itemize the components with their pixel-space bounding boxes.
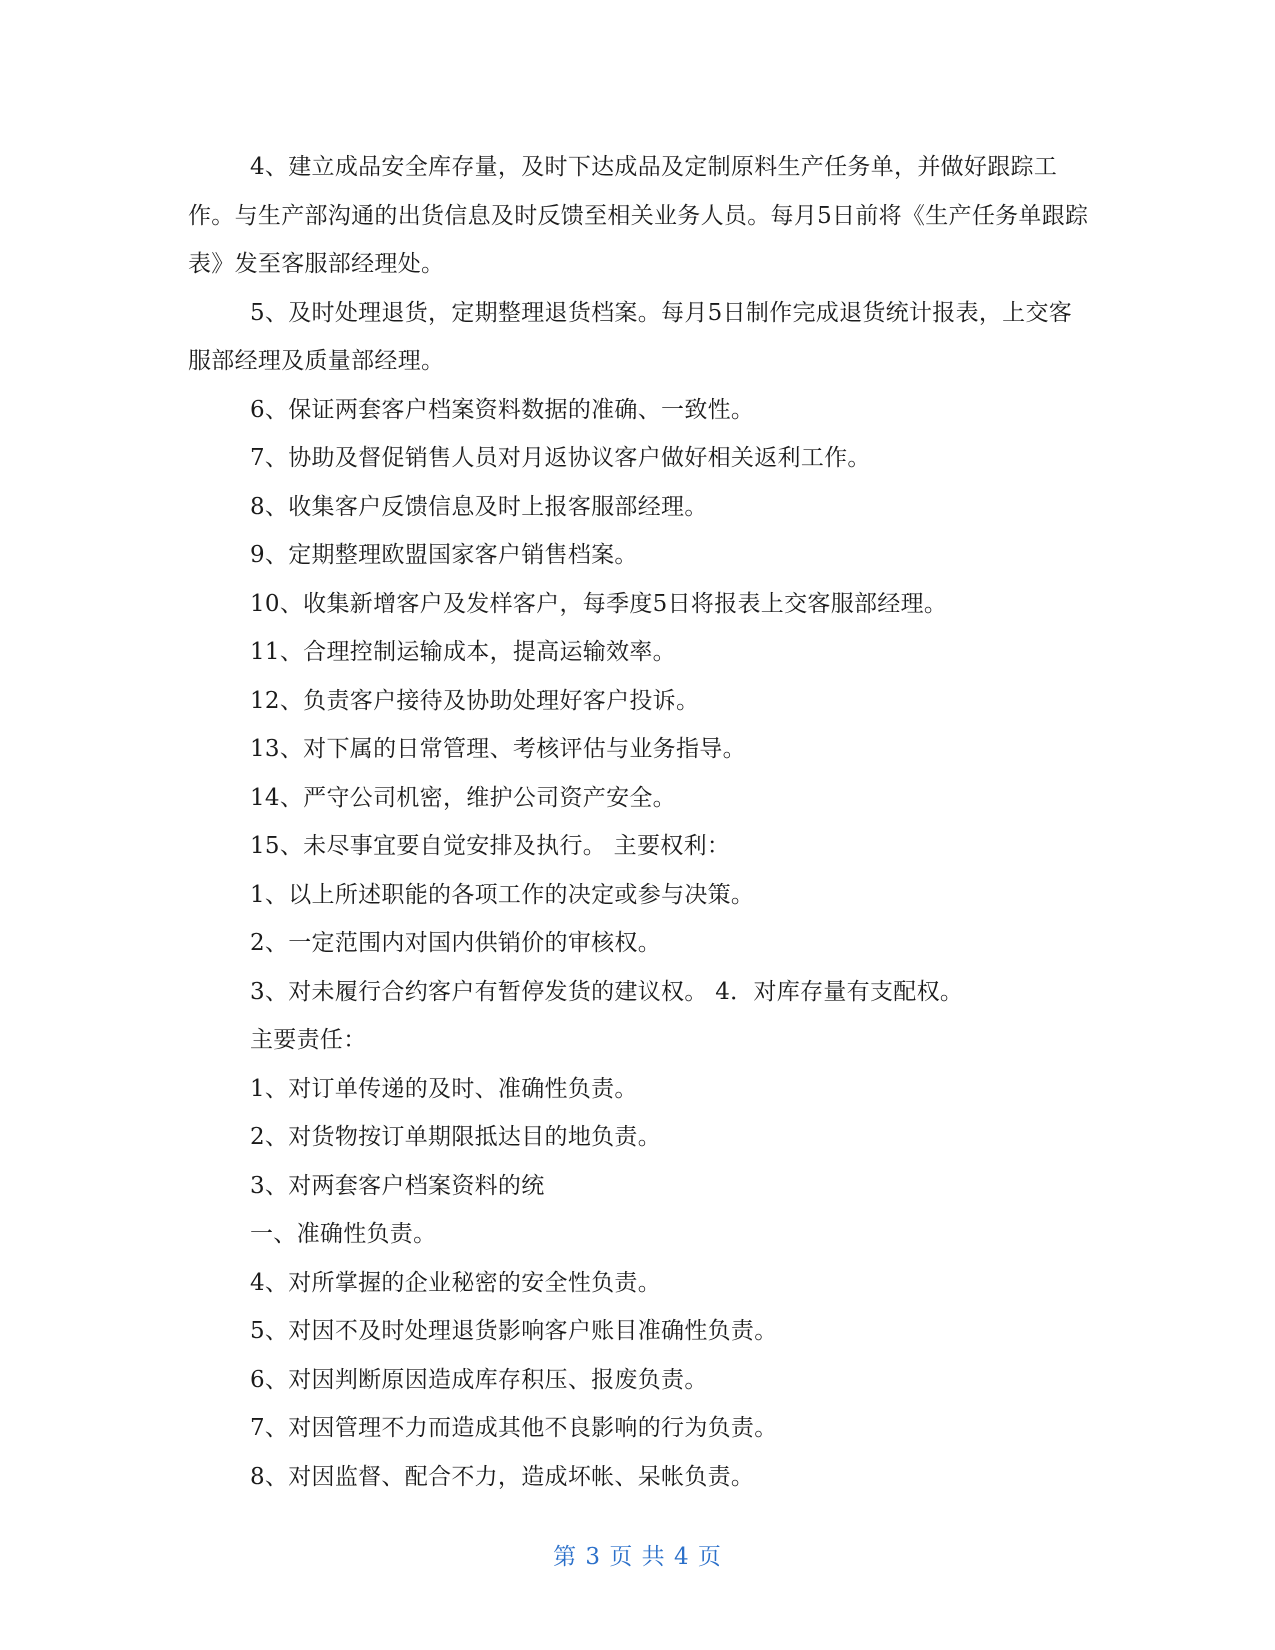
paragraph-item-10: 10、收集新增客户及发样客户，每季度5日将报表上交客服部经理。 <box>250 590 948 617</box>
responsibility-item-7: 7、对因管理不力而造成其他不良影响的行为负责。 <box>250 1415 778 1441</box>
paragraph-item-5: 5、及时处理退货，定期整理退货档案。每月5日制作完成退货统计报表，上交客服部经理及质量部经理。 <box>188 299 1073 374</box>
rights-item-3: 3、对未履行合约客户有暂停发货的建议权。 4．对库存量有支配权。 <box>250 978 964 1005</box>
paragraph-item-6: 6、保证两套客户档案资料数据的准确、一致性。 <box>250 396 755 423</box>
paragraph-item-7: 7、协助及督促销售人员对月返协议客户做好相关返利工作。 <box>250 445 871 471</box>
paragraph-item-4: 4、建立成品安全库存量，及时下达成品及定制原料生产任务单，并做好跟踪工作。与生产部沟通的出货信息及时反馈至相关业务人员。每月5日前将《生产任务单跟踪表》发至客服部经理处。 <box>188 154 1089 277</box>
responsibility-item-6: 6、对因判断原因造成库存积压、报废负责。 <box>250 1366 708 1393</box>
responsibility-item-1: 1、对订单传递的及时、准确性负责。 <box>250 1075 638 1102</box>
responsibility-item-2: 2、对货物按订单期限抵达目的地负责。 <box>250 1124 662 1150</box>
responsibility-item-3: 3、对两套客户档案资料的统 <box>250 1172 545 1199</box>
paragraph-item-15: 15、未尽事宜要自觉安排及执行。 主要权利： <box>250 833 731 859</box>
rights-item-2: 2、一定范围内对国内供销价的审核权。 <box>250 930 662 956</box>
rights-item-1: 1、以上所述职能的各项工作的决定或参与决策。 <box>250 881 755 908</box>
responsibilities-heading: 主要责任： <box>250 1027 367 1053</box>
paragraph-item-12: 12、负责客户接待及协助处理好客户投诉。 <box>250 687 700 714</box>
paragraph-item-9: 9、定期整理欧盟国家客户销售档案。 <box>250 542 638 568</box>
paragraph-item-14: 14、严守公司机密，维护公司资产安全。 <box>250 784 676 811</box>
responsibility-item-4: 4、对所掌握的企业秘密的安全性负责。 <box>250 1269 662 1296</box>
paragraph-item-8: 8、收集客户反馈信息及时上报客服部经理。 <box>250 493 708 520</box>
responsibility-item-8: 8、对因监督、配合不力，造成坏帐、呆帐负责。 <box>250 1463 755 1490</box>
page-footer: 第 3 页 共 4 页 <box>553 1544 722 1570</box>
paragraph-item-11: 11、合理控制运输成本，提高运输效率。 <box>250 639 676 665</box>
responsibility-item-3-continued: 一、准确性负责。 <box>250 1221 437 1247</box>
document-body <box>188 143 1093 1501</box>
responsibility-item-5: 5、对因不及时处理退货影响客户账目准确性负责。 <box>250 1318 778 1344</box>
paragraph-item-13: 13、对下属的日常管理、考核评估与业务指导。 <box>250 736 746 762</box>
